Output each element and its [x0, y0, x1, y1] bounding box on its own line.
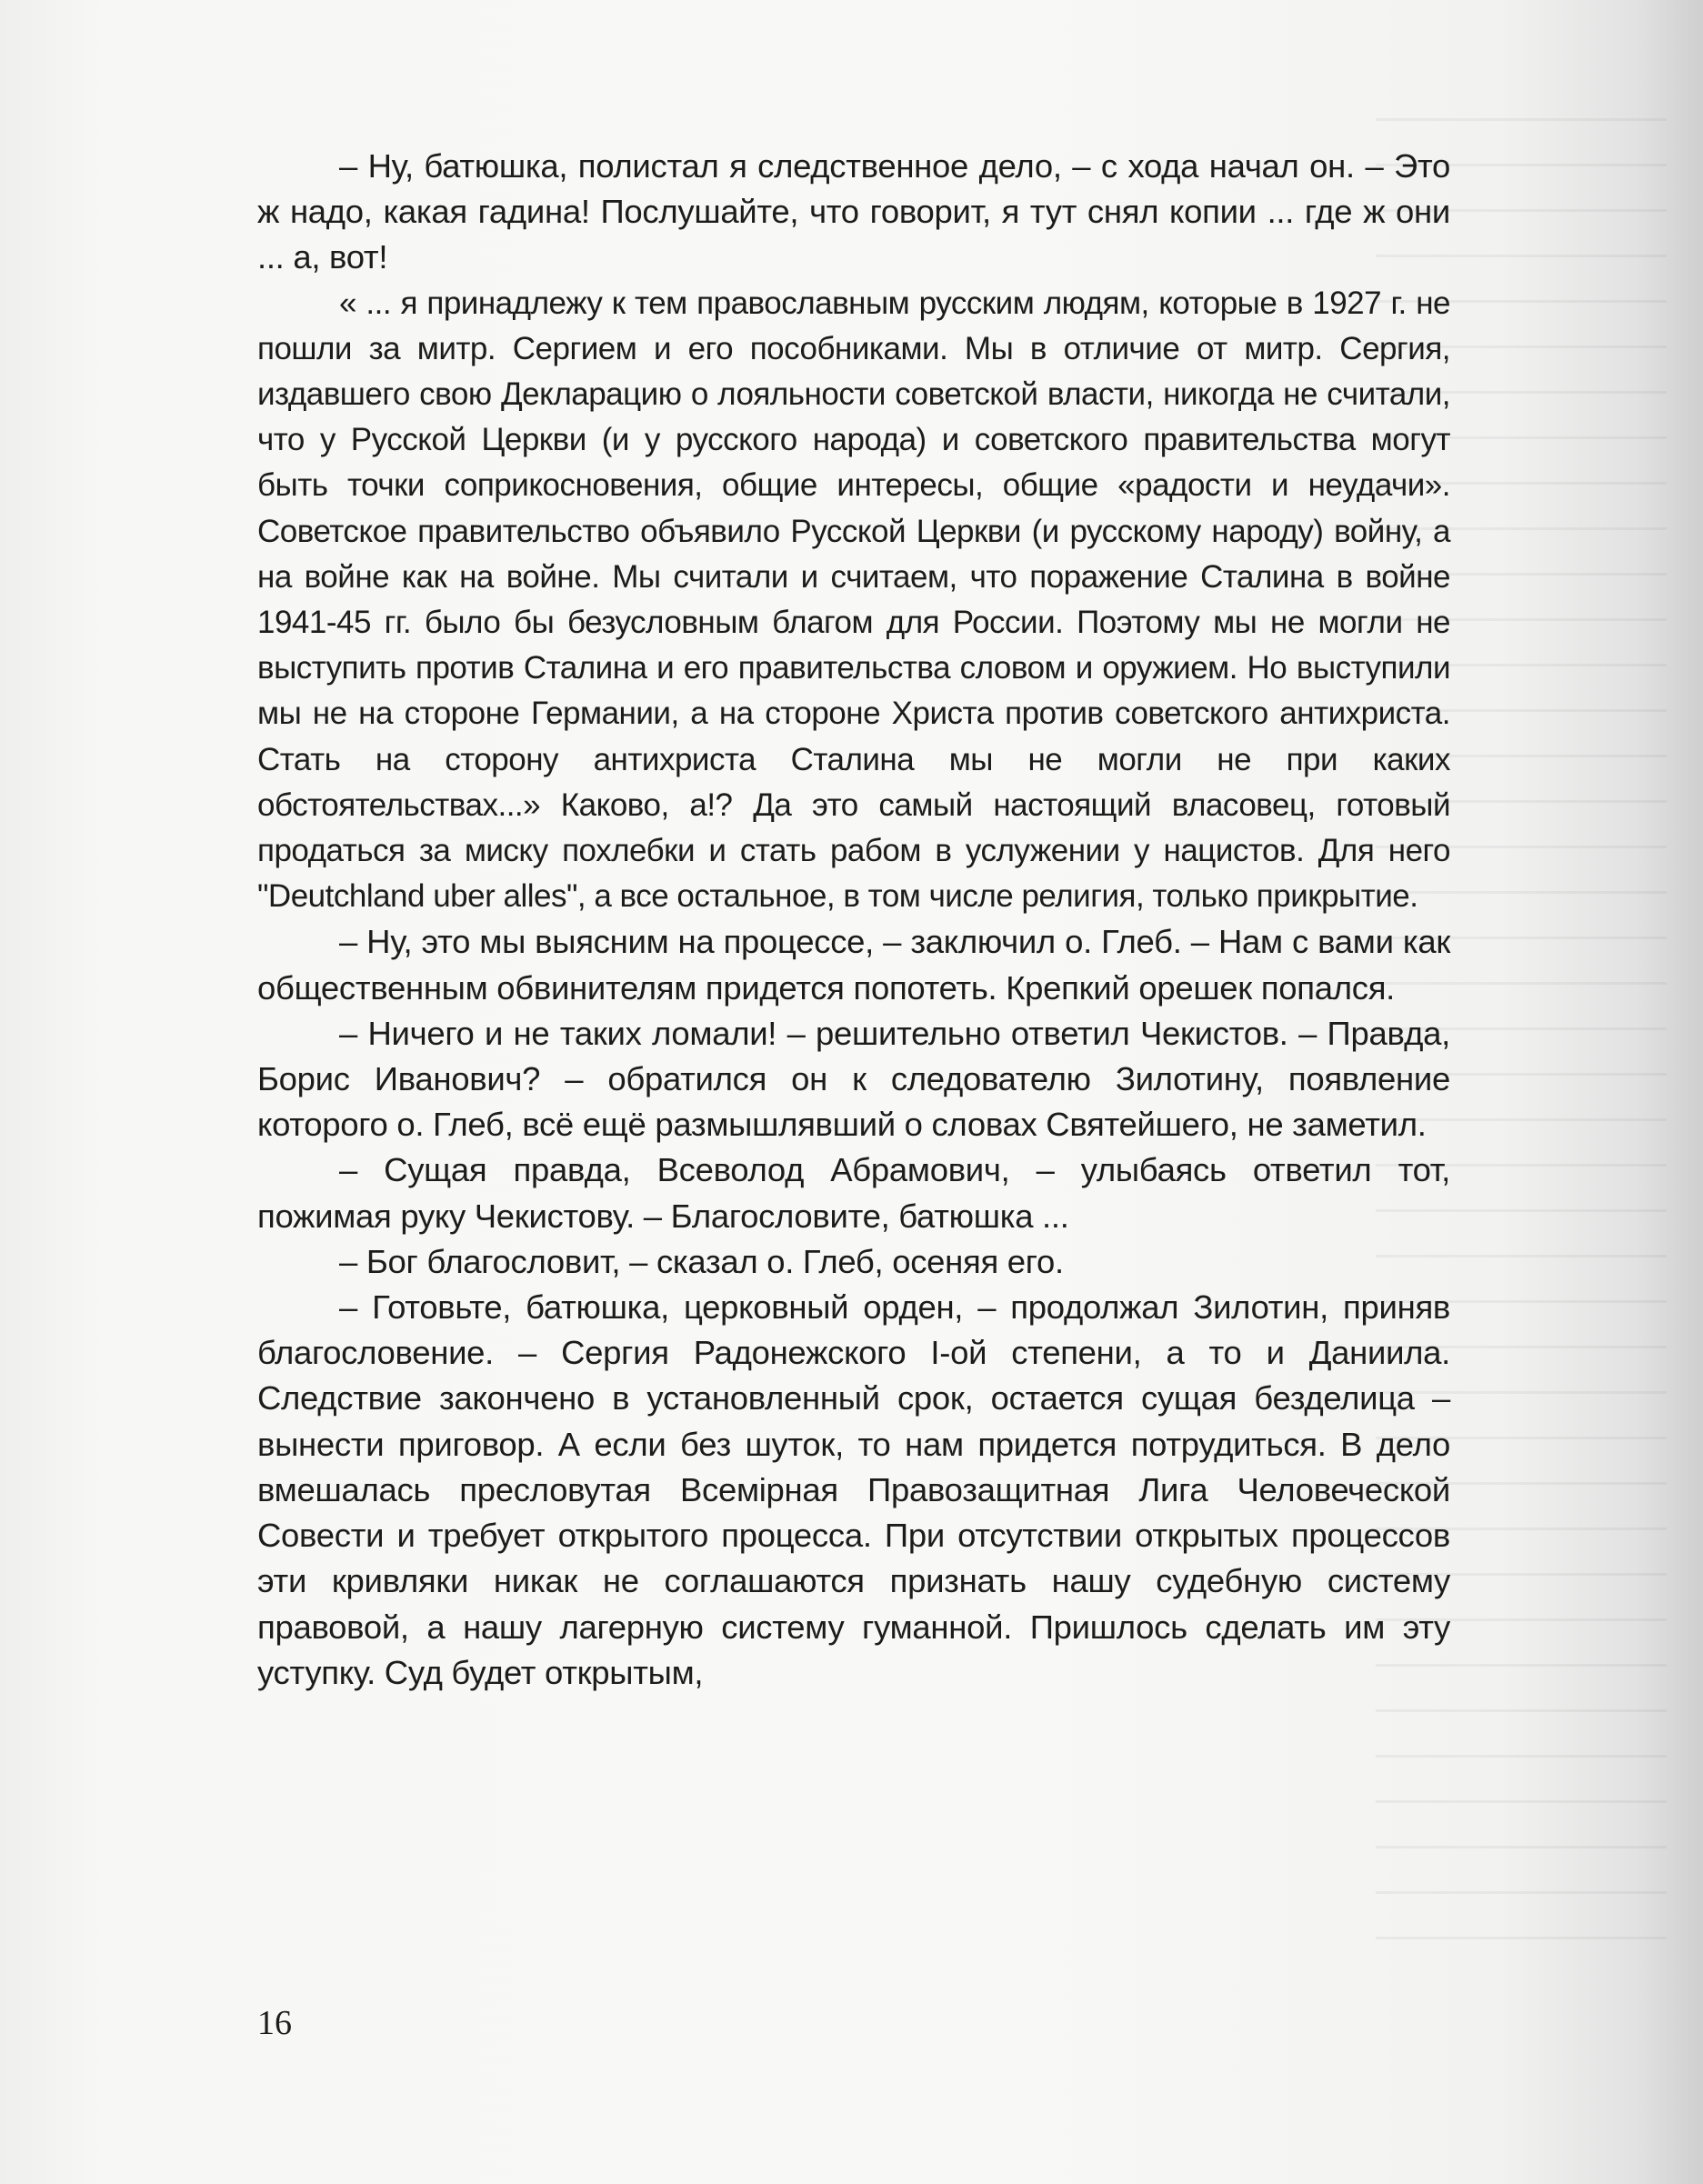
paragraph-1: – Ну, батюшка, полистал я следственное дело, – с хода начал он. – Это ж надо, какая гадина! Послушайте, что говорит, я тут снял копии ... где ж они ... а, вот!: [257, 147, 1450, 276]
paragraph-6: – Бог благословит, – сказал о. Глеб, осеняя его.: [339, 1242, 1064, 1280]
paragraph-5: – Сущая правда, Всеволод Абрамович, – улыбаясь ответил тот, пожимая руку Чекистову. – Благословите, батюшка ...: [257, 1151, 1450, 1235]
paragraph-2-quotation: « ... я принадлежу к тем православным русским людям, которые в 1927 г. не пошли за митр. Сергием и его пособниками. Мы в отличие от митр. Сергия, издавшего свою Декларацию о лояльности советской власти, никогда не считали, что у Русской Церкви (и у русского народа) и советского правительства могут быть точки соприкосновения, общие интересы, общие «радости и неудачи». Советское правительство объявило Русской Церкви (и русскому народу) войну, а на войне как на войне. Мы считали и считаем, что поражение Сталина в войне 1941-45 гг. было бы безусловным благом для России. Поэтому мы не могли не выступить против Сталина и его правительства словом и оружием. Но выступили мы не на стороне Германии, а на стороне Христа против советского антихриста. Стать на сторону антихриста Сталина мы не могли не при каких обстоятельствах...» Каково, а!? Да это самый настоящий власовец, готовый продаться за миску похлебки и стать рабом в услужении у нацистов. Для него "Deutchland uber alles", а все остальное, в том числе религия, только прикрытие.: [257, 285, 1450, 915]
body-text: [257, 144, 1450, 1696]
paragraph-3: – Ну, это мы выясним на процессе, – заключил о. Глеб. – Нам с вами как общественным обвинителям придется попотеть. Крепкий орешек попался.: [257, 923, 1450, 1007]
paragraph-4: – Ничего и не таких ломали! – решительно ответил Чекистов. – Правда, Борис Иванович? – обратился он к следователю Зилотину, появление которого о. Глеб, всё ещё размышлявший о словах Святейшего, не заметил.: [257, 1014, 1450, 1144]
paragraph-7: – Готовьте, батюшка, церковный орден, – продолжал Зилотин, приняв благословение. – Сергия Радонежского I-ой степени, а то и Даниила. Следствие закончено в установленный срок, остается сущая безделица – вынести приговор. А если без шуток, то нам придется потрудиться. В дело вмешалась пресловутая Всемiрная Правозащитная Лига Человеческой Совести и требует открытого процесса. При отсутствии открытых процессов эти кривляки никак не соглашаются признать нашу судебную систему правовой, а нашу лагерную систему гуманной. Пришлось сделать им эту уступку. Суд будет открытым,: [257, 1288, 1450, 1691]
page-number: 16: [257, 2004, 292, 2042]
